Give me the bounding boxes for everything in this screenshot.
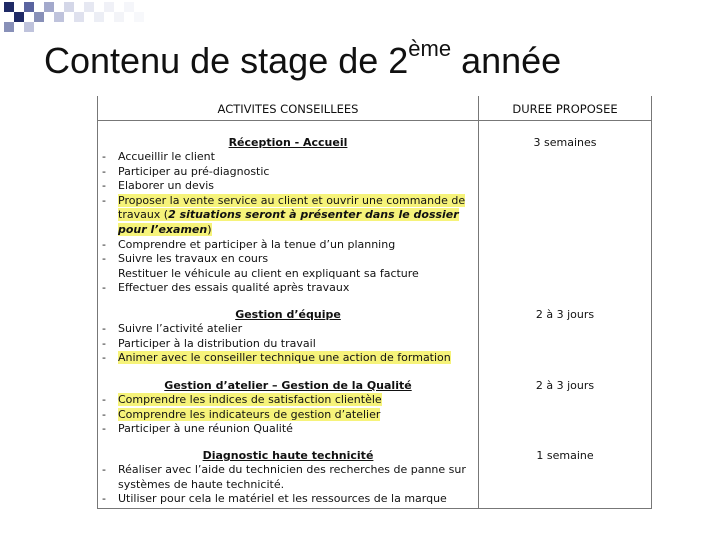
list-item: - Participer au pré-diagnostic [102, 164, 270, 178]
list-item: - Participer à une réunion Qualité [102, 422, 293, 436]
section-title: Diagnostic haute technicité [202, 449, 374, 462]
section-gestion-atelier [98, 379, 478, 437]
list-item: - Accueillir le client [102, 150, 215, 163]
section-reception [98, 136, 478, 296]
col-header-duration: DUREE PROPOSEE [512, 102, 618, 116]
list-item: - Comprendre et participer à la tenue d’un planning [102, 237, 396, 251]
list-item-highlighted: - Proposer la vente service au client et ouvrir une commande de travaux (2 situations seront à présenter dans le dossier pour l’examen) [102, 193, 466, 236]
list-item: Restituer le véhicule au client en expliquant sa facture [118, 266, 419, 280]
list-item: - Elaborer un devis [102, 179, 215, 193]
col-header-activities: ACTIVITES CONSEILLEES [217, 102, 359, 116]
section-diagnostic [98, 449, 478, 507]
duration-value: 3 semaines [533, 136, 597, 149]
list-item-highlighted: - Comprendre les indicateurs de gestion d’atelier [102, 407, 381, 421]
title-end: année [451, 40, 562, 81]
duration-value: 2 à 3 jours [535, 308, 595, 321]
header-divider [98, 120, 651, 121]
list-item: - Réaliser avec l’aide du technicien des recherches de panne sur systèmes de haute technicité. [102, 463, 466, 491]
duration-value: 1 semaine [536, 449, 594, 462]
title-superscript: ème [408, 36, 452, 61]
title-main: Contenu de stage de 2 [44, 40, 409, 81]
slide-title [44, 36, 562, 82]
section-title: Gestion d’atelier – Gestion de la Qualité [164, 379, 412, 392]
list-item: - Suivre l’activité atelier [102, 322, 243, 335]
list-item-highlighted: - Animer avec le conseiller technique une action de formation [102, 351, 451, 365]
column-divider [478, 96, 479, 508]
section-gestion-equipe [98, 308, 478, 366]
list-item: - Utiliser pour cela le matériel et les ressources de la marque [102, 492, 447, 506]
list-item: - Effectuer des essais qualité après travaux [102, 281, 350, 295]
section-title: Réception - Accueil [228, 136, 348, 149]
list-item: - Suivre les travaux en cours [102, 252, 269, 266]
list-item: - Participer à la distribution du travail [102, 336, 316, 350]
list-item-highlighted: - Comprendre les indices de satisfaction clientèle [102, 393, 382, 406]
duration-value: 2 à 3 jours [535, 379, 595, 392]
section-title: Gestion d’équipe [235, 308, 341, 321]
activities-table [97, 96, 652, 509]
